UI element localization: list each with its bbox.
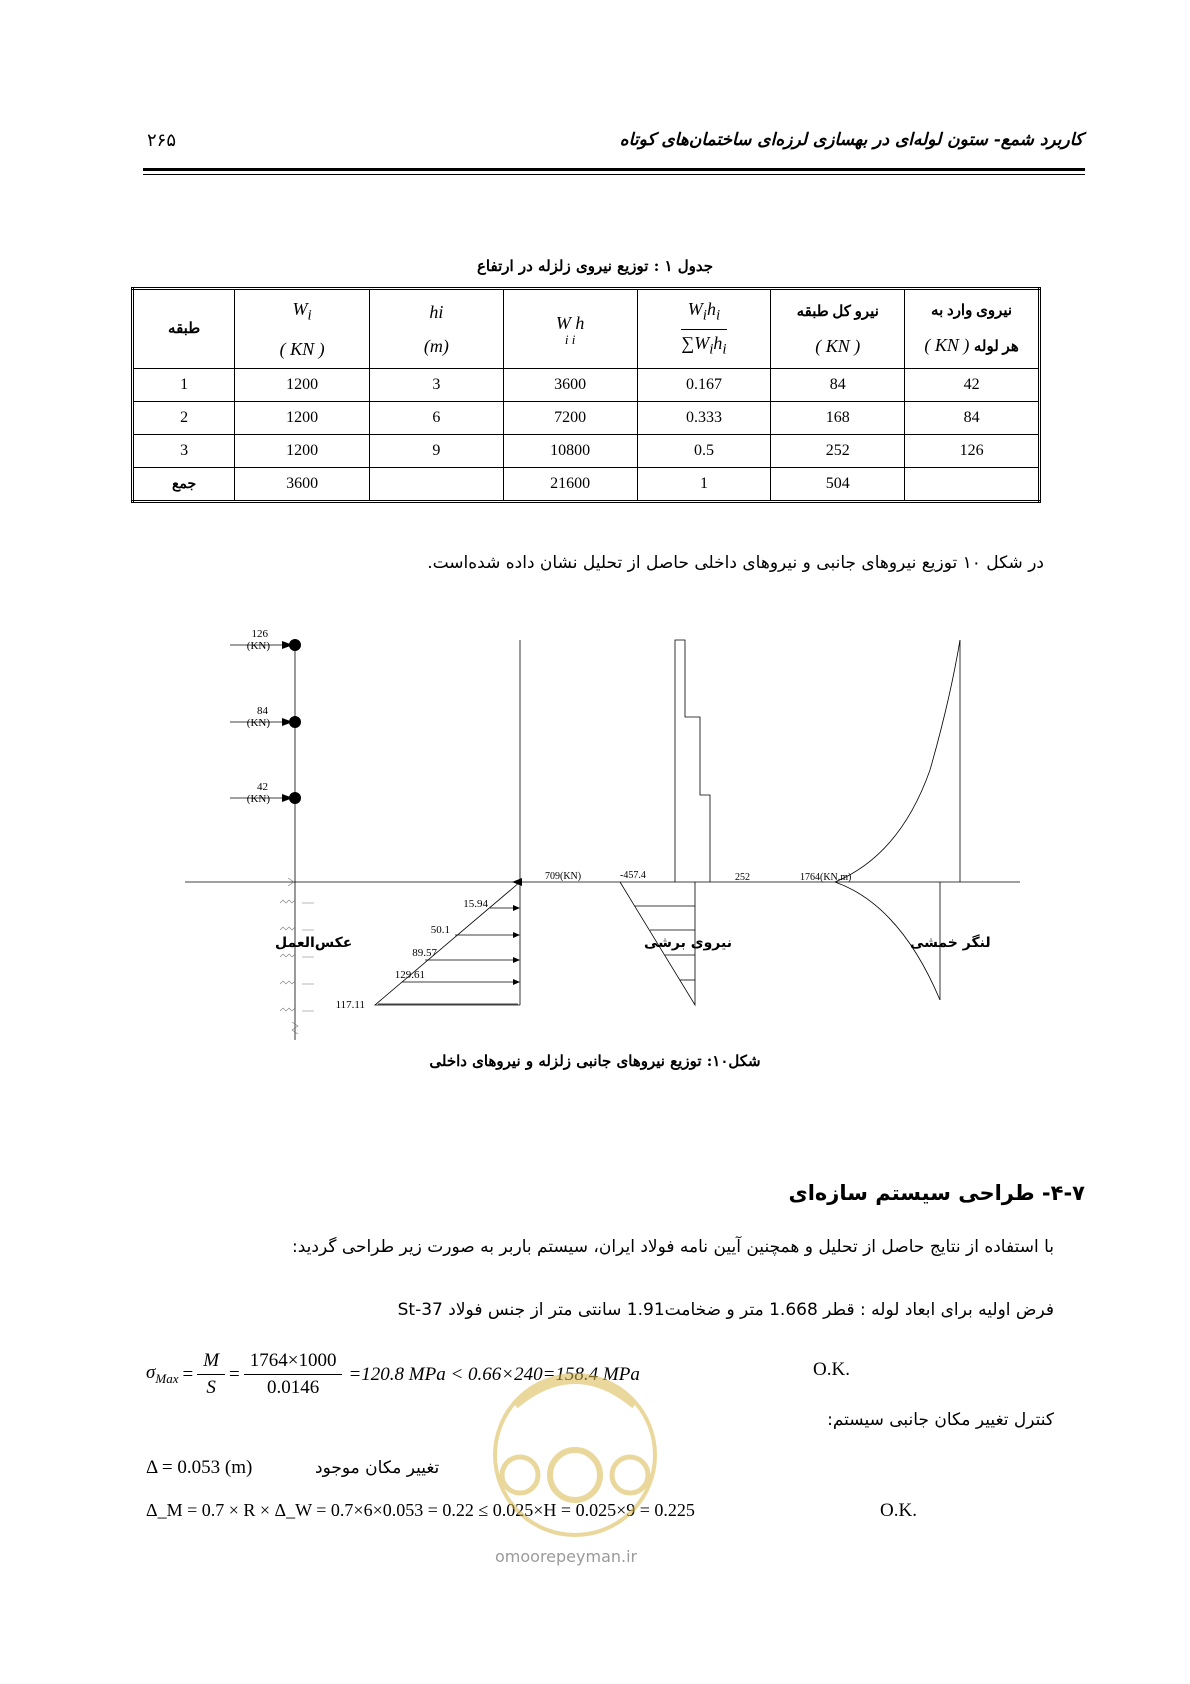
ratio-numerator: $W_ih_i$ bbox=[681, 296, 726, 330]
watermark-text: omoorepeyman.ir bbox=[495, 1547, 638, 1566]
label-shear: نیروی برشی bbox=[644, 935, 732, 951]
cell: 10800 bbox=[503, 435, 637, 468]
table-total-row bbox=[133, 468, 1040, 502]
force-distribution-table bbox=[131, 287, 1041, 503]
label-reaction: عکس‌العمل bbox=[275, 935, 353, 951]
watermark-logo-icon bbox=[480, 1345, 670, 1545]
table-row bbox=[133, 369, 1040, 402]
header-wi-unit: ( KN ) bbox=[279, 339, 325, 360]
header-ratio-fraction bbox=[681, 296, 726, 362]
figure-caption: شکل۱۰: توزیع نیروهای جانبی زلزله و نیروهای داخلی bbox=[429, 1052, 761, 1070]
header-wh bbox=[503, 289, 637, 369]
reaction-value-2: 50.1 bbox=[430, 924, 450, 936]
section-paragraph-2: فرض اولیه برای ابعاد لوله : قطر 1.668 متر و ضخامت1.91 سانتی متر از جنس فولاد St-37 bbox=[397, 1300, 1054, 1320]
header-wh-sub: i i bbox=[564, 332, 576, 347]
cell: 1 bbox=[133, 369, 235, 402]
cell: 0.167 bbox=[637, 369, 771, 402]
cell: 21600 bbox=[503, 468, 637, 502]
header-rule bbox=[143, 168, 1085, 171]
displacement-value: Δ = 0.053 (m) bbox=[146, 1457, 253, 1478]
cell: 126 bbox=[905, 435, 1040, 468]
header-hi bbox=[370, 289, 504, 369]
cell: 0.333 bbox=[637, 402, 771, 435]
cell: 1 bbox=[637, 468, 771, 502]
cell: 42 bbox=[905, 369, 1040, 402]
cell: 504 bbox=[771, 468, 905, 502]
cell bbox=[905, 468, 1040, 502]
cell: 1200 bbox=[235, 435, 370, 468]
cell: 3 bbox=[133, 435, 235, 468]
axis-value-shear-neg: -457.4 bbox=[620, 870, 646, 881]
header-floor bbox=[133, 289, 235, 369]
cell bbox=[370, 468, 504, 502]
header-rule-thin bbox=[143, 174, 1085, 175]
cell: 168 bbox=[771, 402, 905, 435]
eq-result: =120.8 MPa < 0.66×240=158.4 MPa bbox=[348, 1363, 640, 1385]
eq-fraction-values: $\frac{1764\times 1000}{0.0146}$ bbox=[244, 1348, 343, 1401]
reaction-value-5: 117.11 bbox=[335, 999, 365, 1011]
ok-label-2: O.K. bbox=[880, 1500, 917, 1521]
displacement-check-equation: Δ_M = 0.7 × R × Δ_W = 0.7×6×0.053 = 0.22 ≤ 0.025×H = 0.025×9 = 0.225 bbox=[146, 1500, 695, 1520]
label-moment: لنگر خمشی bbox=[910, 935, 991, 951]
axis-value-moment: 1764(KN.m) bbox=[800, 872, 852, 883]
eq-fraction-ms: $\frac{M}{S}$ bbox=[197, 1348, 225, 1401]
table-caption: جدول ۱ : توزیع نیروی زلزله در ارتفاع bbox=[476, 257, 714, 275]
load-value-1: 126 bbox=[251, 628, 268, 640]
load-unit-1: (KN) bbox=[246, 640, 270, 652]
header-hi-unit: (m) bbox=[423, 336, 449, 356]
cell: 2 bbox=[133, 402, 235, 435]
cell: 252 bbox=[771, 435, 905, 468]
displacement-label: تغییر مکان موجود bbox=[315, 1458, 440, 1478]
stress-equation: $\sigma_{Max}$ = $\frac{M}{S}$ = $\frac{1764\times 1000}{0.0146}$ =120.8 MPa < 0.66×240=158.4 MPa bbox=[146, 1348, 640, 1401]
table-row bbox=[133, 402, 1040, 435]
reaction-value-1: 15.94 bbox=[463, 898, 488, 910]
load-unit-2: (KN) bbox=[246, 717, 270, 729]
cell: 3600 bbox=[235, 468, 370, 502]
ratio-denominator: $\sum W_ih_i$ bbox=[681, 332, 727, 358]
section-paragraph-1: با استفاده از نتایج حاصل از تحلیل و همچنین آیین نامه فولاد ایران، سیستم باربر به صورت زیر طراحی گردید: bbox=[292, 1237, 1054, 1257]
table-header-row bbox=[133, 289, 1040, 369]
header-ratio bbox=[637, 289, 771, 369]
reaction-triangle bbox=[375, 878, 522, 1005]
load-value-3: 42 bbox=[257, 781, 268, 793]
reaction-value-4: 129.61 bbox=[394, 969, 425, 981]
section-title: ۴-۷- طراحی سیستم سازه‌ای bbox=[788, 1181, 1085, 1205]
header-total-force bbox=[771, 289, 905, 369]
cell: 3600 bbox=[503, 369, 637, 402]
cell: 1200 bbox=[235, 402, 370, 435]
header-pipe-force-label: نیروی وارد به bbox=[931, 303, 1013, 319]
header-total-force-unit: ( KN ) bbox=[815, 336, 861, 356]
header-wh-symbol: W h bbox=[555, 313, 585, 333]
cell: 9 bbox=[370, 435, 504, 468]
figure-intro-paragraph: در شکل ۱۰ توزیع نیروهای جانبی و نیروهای داخلی حاصل از تحلیل نشان داده شده‌است. bbox=[427, 553, 1044, 573]
cell: 84 bbox=[905, 402, 1040, 435]
cell: 0.5 bbox=[637, 435, 771, 468]
header-hi-symbol: hi bbox=[429, 302, 444, 322]
running-header bbox=[143, 130, 1083, 150]
header-wi-symbol: $W_i$ bbox=[292, 298, 312, 324]
cell: 7200 bbox=[503, 402, 637, 435]
header-wi bbox=[235, 289, 370, 369]
reaction-value-3: 89.57 bbox=[412, 947, 437, 959]
load-value-2: 84 bbox=[257, 705, 268, 717]
header-floor-label: طبقه bbox=[168, 321, 201, 337]
cell: جمع bbox=[133, 468, 235, 502]
eq-sigma: $\sigma_{Max}$ bbox=[146, 1362, 179, 1386]
cell: 1200 bbox=[235, 369, 370, 402]
page-number: ۲۶۵ bbox=[147, 130, 177, 151]
table-row bbox=[133, 435, 1040, 468]
header-pipe-force bbox=[905, 289, 1040, 369]
cell: 84 bbox=[771, 369, 905, 402]
ok-label-1: O.K. bbox=[813, 1359, 850, 1380]
section-paragraph-3: کنترل تغییر مکان جانبی سیستم: bbox=[827, 1410, 1054, 1430]
header-total-force-label: نیرو کل طبقه bbox=[796, 304, 879, 320]
cell: 3 bbox=[370, 369, 504, 402]
header-pipe-force-line2: هر لوله ( KN ) bbox=[924, 335, 1019, 355]
cell: 6 bbox=[370, 402, 504, 435]
axis-value-shear-base: 709(KN) bbox=[545, 871, 582, 882]
running-title: کاربرد شمع- ستون لوله‌ای در بهسازی لرزه‌ای ساختمان‌های کوتاه bbox=[619, 130, 1083, 150]
load-unit-3: (KN) bbox=[246, 793, 270, 805]
soil-springs bbox=[280, 878, 314, 1034]
force-diagram-figure bbox=[180, 620, 1030, 1040]
axis-value-shear-top: 252 bbox=[735, 872, 750, 883]
